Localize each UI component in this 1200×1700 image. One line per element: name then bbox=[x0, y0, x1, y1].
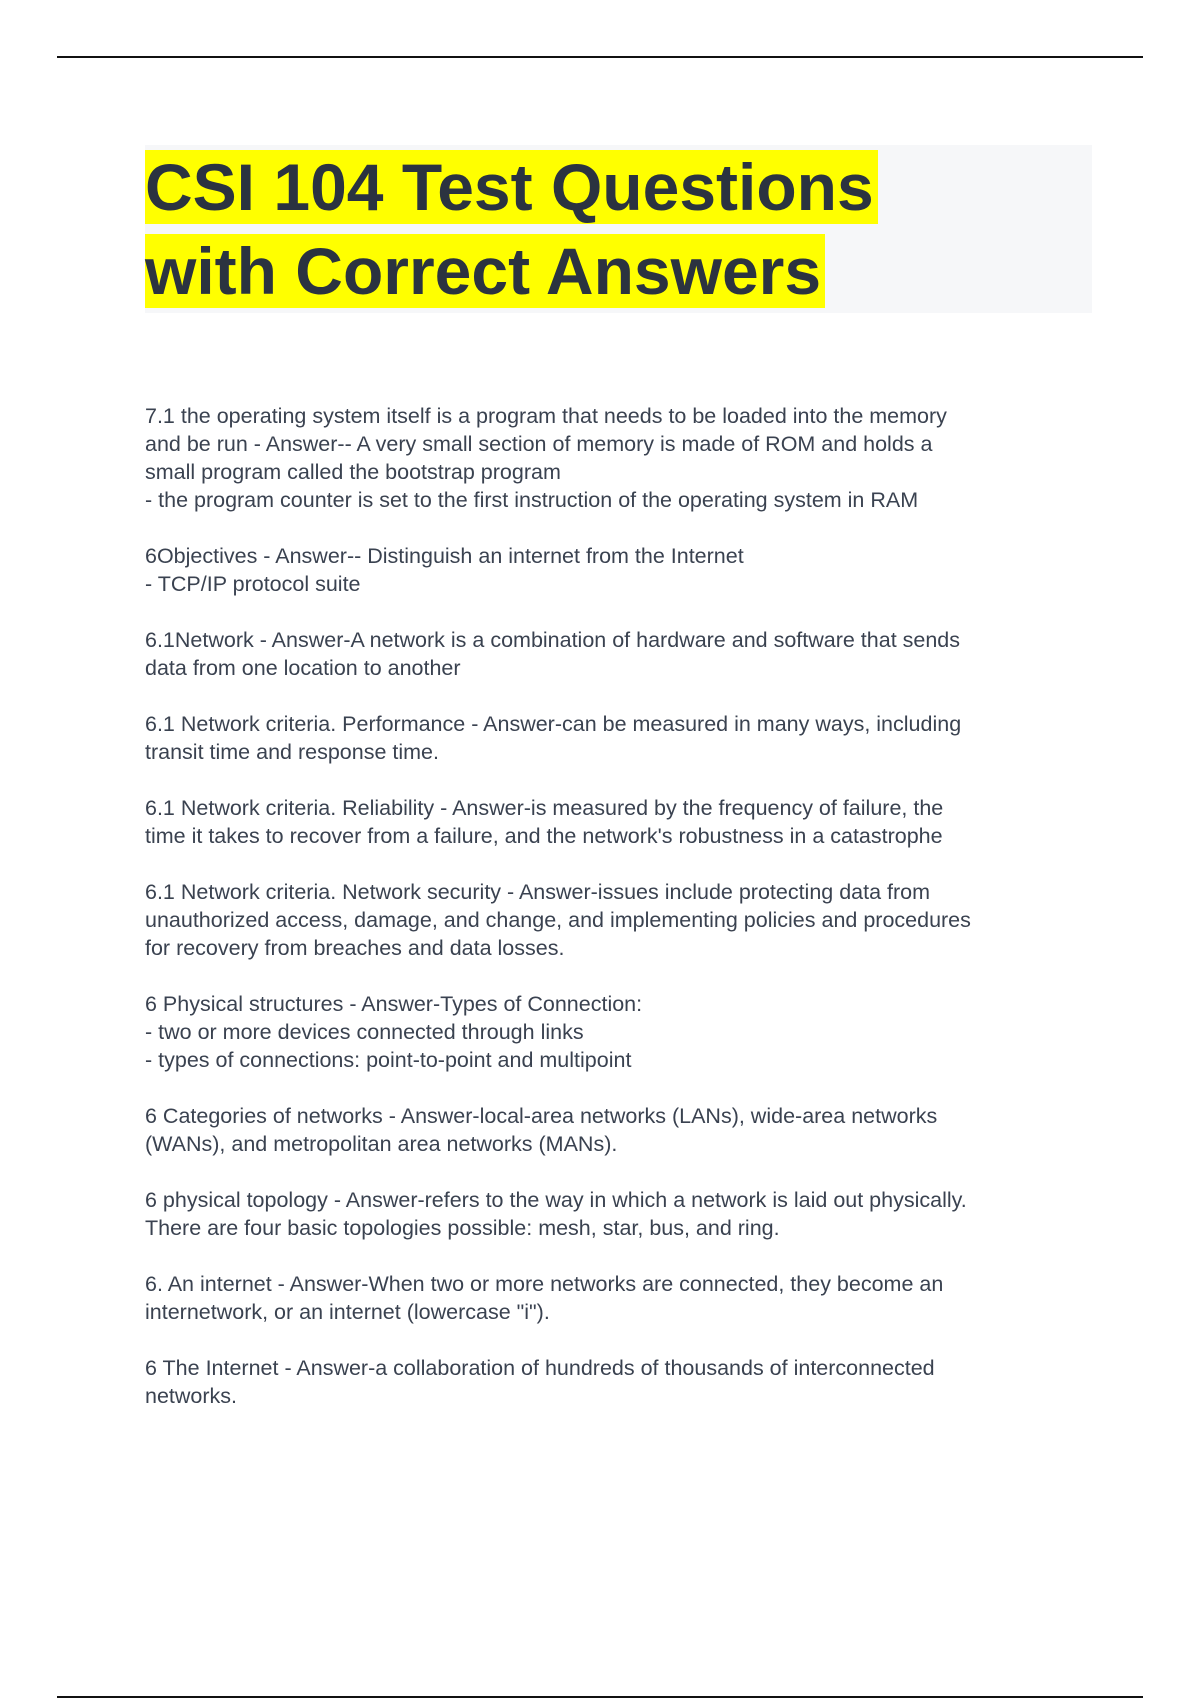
title-line-2: with Correct Answers bbox=[145, 234, 825, 308]
qa-text: 7.1 the operating system itself is a program that needs to be loaded into the memory and be run - Answer-- A very small section of memory is made of ROM and holds a small program called the bootstrap program - the program counter is set to the first instruction of the operating system in RAM bbox=[145, 404, 947, 512]
qa-text: 6Objectives - Answer-- Distinguish an internet from the Internet - TCP/IP protocol suite bbox=[145, 544, 744, 596]
qa-entry bbox=[145, 542, 1085, 598]
title-block bbox=[145, 145, 1092, 313]
qa-text: 6.1 Network criteria. Performance - Answer-can be measured in many ways, including transit time and response time. bbox=[145, 712, 962, 764]
qa-text: 6.1 Network criteria. Network security - Answer-issues include protecting data from unauthorized access, damage, and change, and implementing policies and procedures for recovery from breaches and data losses. bbox=[145, 880, 971, 960]
qa-entry bbox=[145, 794, 1085, 850]
qa-text: 6. An internet - Answer-When two or more networks are connected, they become an internetwork, or an internet (lowercase "i"). bbox=[145, 1272, 944, 1324]
header-rule bbox=[57, 56, 1143, 58]
qa-text: 6 Physical structures - Answer-Types of Connection: - two or more devices connected through links - types of connections: point-to-point and multipoint bbox=[145, 992, 643, 1072]
qa-text: 6 Categories of networks - Answer-local-area networks (LANs), wide-area networks (WANs), and metropolitan area networks (MANs). bbox=[145, 1104, 938, 1156]
qa-entry bbox=[145, 402, 1085, 514]
qa-entry bbox=[145, 626, 1085, 682]
qa-list bbox=[145, 402, 1085, 1438]
qa-text: 6 The Internet - Answer-a collaboration of hundreds of thousands of interconnected networks. bbox=[145, 1356, 935, 1408]
qa-entry bbox=[145, 1102, 1085, 1158]
page-title bbox=[145, 145, 1092, 313]
footer-rule bbox=[57, 1696, 1143, 1698]
qa-entry bbox=[145, 1270, 1085, 1326]
qa-entry bbox=[145, 878, 1085, 962]
qa-entry bbox=[145, 990, 1085, 1074]
qa-text: 6.1 Network criteria. Reliability - Answer-is measured by the frequency of failure, the time it takes to recover from a failure, and the network's robustness in a catastrophe bbox=[145, 796, 944, 848]
qa-text: 6.1Network - Answer-A network is a combination of hardware and software that sends data from one location to another bbox=[145, 628, 961, 680]
qa-entry bbox=[145, 1354, 1085, 1410]
qa-entry bbox=[145, 710, 1085, 766]
qa-entry bbox=[145, 1186, 1085, 1242]
qa-text: 6 physical topology - Answer-refers to the way in which a network is laid out physically. There are four basic topologies possible: mesh, star, bus, and ring. bbox=[145, 1188, 967, 1240]
title-line-1: CSI 104 Test Questions bbox=[145, 150, 878, 224]
